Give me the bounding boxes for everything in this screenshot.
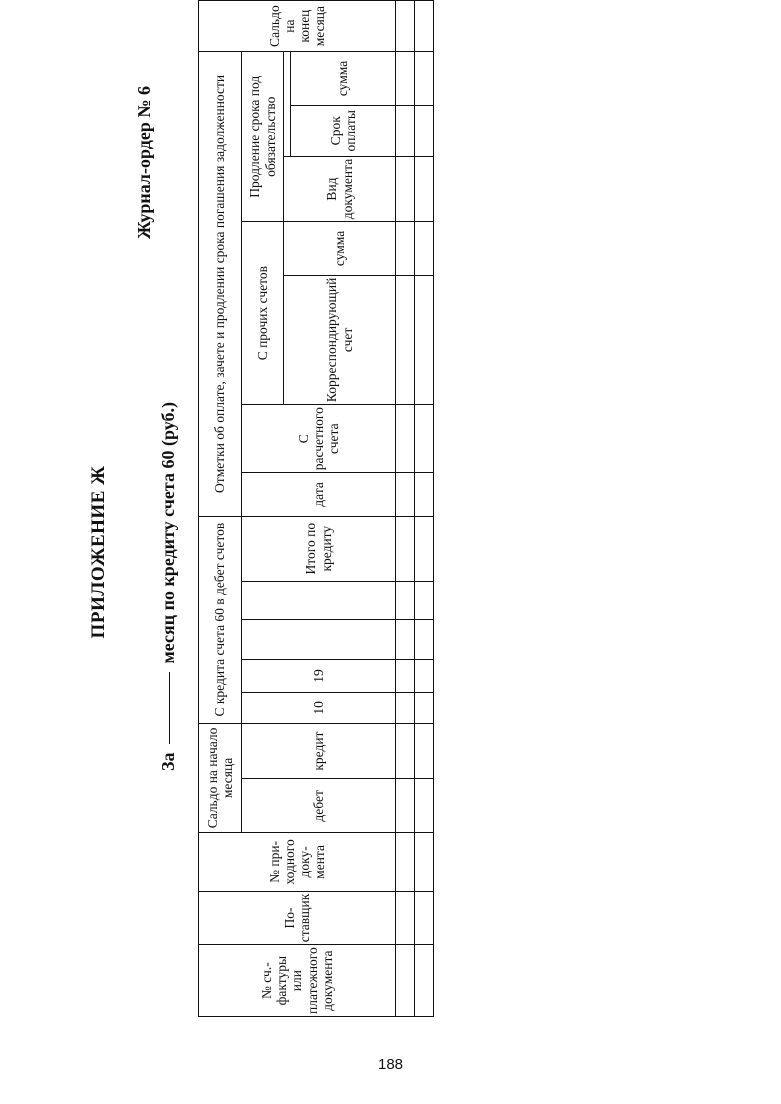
header-other-accounts: С прочих счетов: [242, 222, 284, 405]
page-number: 188: [377, 1056, 404, 1073]
header-total-credit: Итого по кредиту: [242, 516, 396, 581]
header-corr-account: Корреспондирующий счет: [284, 275, 396, 404]
header-extension-gap: [284, 52, 291, 157]
header-due-date: Срок оплаты: [291, 105, 396, 156]
header-date: дата: [242, 473, 396, 516]
header-debit: дебет: [242, 779, 396, 833]
header-invoice: № сч.-фактуры или платежного документа: [199, 945, 396, 1017]
header-acc-blank-2: [242, 581, 396, 620]
header-payment-marks: Отметки об оплате, зачете и продлении срока погашения задолженности: [199, 52, 242, 516]
header-credit: кредит: [242, 723, 396, 779]
appendix-title: ПРИЛОЖЕНИЕ Ж: [88, 465, 109, 639]
header-receipt-doc: № при-ходного доку-мента: [199, 833, 396, 891]
period-blank[interactable]: [169, 672, 170, 744]
period-line: [158, 69, 179, 1104]
header-doc-type: Вид документа: [284, 156, 396, 221]
header-extension-amount: сумма: [291, 52, 396, 106]
header-acc-blank-1: [242, 620, 396, 659]
header-credit60: С кредита счета 60 в дебет счетов: [199, 516, 242, 723]
table-row: [415, 1, 434, 1017]
period-suffix: месяц по кредиту счета 60 (руб.): [158, 401, 178, 664]
journal-title: Журнал-ордер № 6: [134, 86, 154, 240]
header-from-settlement: С расчетного счета: [242, 405, 396, 473]
journal-table: [198, 0, 434, 1017]
table-row: [396, 1, 415, 1017]
period-prefix: За: [158, 752, 178, 772]
header-opening-balance: Сальдо на начало месяца: [199, 723, 242, 832]
header-acc-19: 19: [242, 659, 396, 692]
header-extension: Продление срока под обязательство: [242, 52, 284, 222]
header-acc-10: 10: [242, 693, 396, 724]
header-other-amount: сумма: [284, 222, 396, 276]
header-closing-balance: Сальдо на конец месяца: [199, 1, 396, 52]
header-supplier: По-ставщик: [199, 891, 396, 945]
